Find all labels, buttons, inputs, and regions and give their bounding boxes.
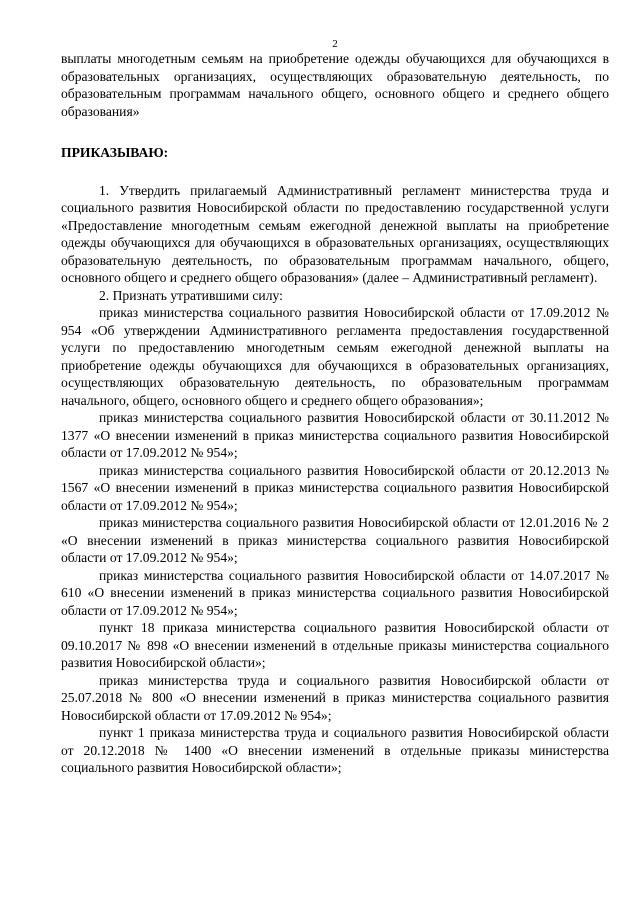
repealed-order-1567: приказ министерства социального развития Новосибирской области от 20.12.2013 № 1567 «О внесении изменений в приказ министерства социального развития Новосибирской области от 17.09.2012 № 954»; (61, 462, 609, 513)
order-heading: ПРИКАЗЫВАЮ: (61, 145, 169, 160)
repealed-order-1377: приказ министерства социального развития Новосибирской области от 30.11.2012 № 1377 «О внесении изменений в приказ министерства социального развития Новосибирской области от 17.09.2012 № 954»; (61, 410, 609, 460)
page-number: 2 (332, 38, 338, 50)
paragraph-approve: 1. Утвердить прилагаемый Административный регламент министерства труда и социального развития Новосибирской области по предоставлению государственной услуги «Предоставление многодетным семьям ежегодной денежной выплаты на приобретение одежды обучающихся для обучающихся в образовательных организациях, осуществляющих образовательную деятельность, по образовательным программам начального, общего, основного общего и среднего общего образования» (далее – Административный регламент). (61, 182, 609, 285)
repealed-item-18-order-898: пункт 18 приказа министерства социального развития Новосибирской области от 09.10.2017 № 898 «О внесении изменений в отдельные приказы министерства социального развития Новосибирской области»; (61, 620, 609, 670)
paragraph-repeal: 2. Признать утратившими силу: (99, 287, 283, 303)
repealed-order-954: приказ министерства социального развития Новосибирской области от 17.09.2012 № 954 «Об утверждении Административного регламента предоставления государственной услуги по предоставлению многодетным семьям ежегодной денежной выплаты на приобретение одежды обучающихся для обучающихся в образовательных организациях, осуществляющих образовательную деятельность, по образовательным программам начального, общего, основного общего и среднего общего образования»; (61, 305, 609, 408)
repealed-order-800: приказ министерства труда и социального развития Новосибирской области от 25.07.2018 № 800 «О внесении изменений в приказ министерства социального развития Новосибирской области от 17.09.2012 № 954»; (61, 672, 609, 723)
repealed-item-1-order-1400: пункт 1 приказа министерства труда и социального развития Новосибирской области от 20.12.2018 № 1400 «О внесении изменений в отдельные приказы министерства социального развития Новосибирской области»; (61, 725, 609, 775)
intro-paragraph: выплаты многодетным семьям на приобретение одежды обучающихся для обучающихся в образовательных организациях, осуществляющих образовательную деятельность, по образовательным программам начального общего, основного общего и среднего общего образования» (61, 51, 609, 119)
repealed-order-610: приказ министерства социального развития Новосибирской области от 14.07.2017 № 610 «О внесении изменений в приказ министерства социального развития Новосибирской области от 17.09.2012 № 954»; (61, 567, 609, 618)
repealed-order-2: приказ министерства социального развития Новосибирской области от 12.01.2016 № 2 «О внесении изменений в приказ министерства социального развития Новосибирской области от 17.09.2012 № 954»; (61, 515, 609, 565)
